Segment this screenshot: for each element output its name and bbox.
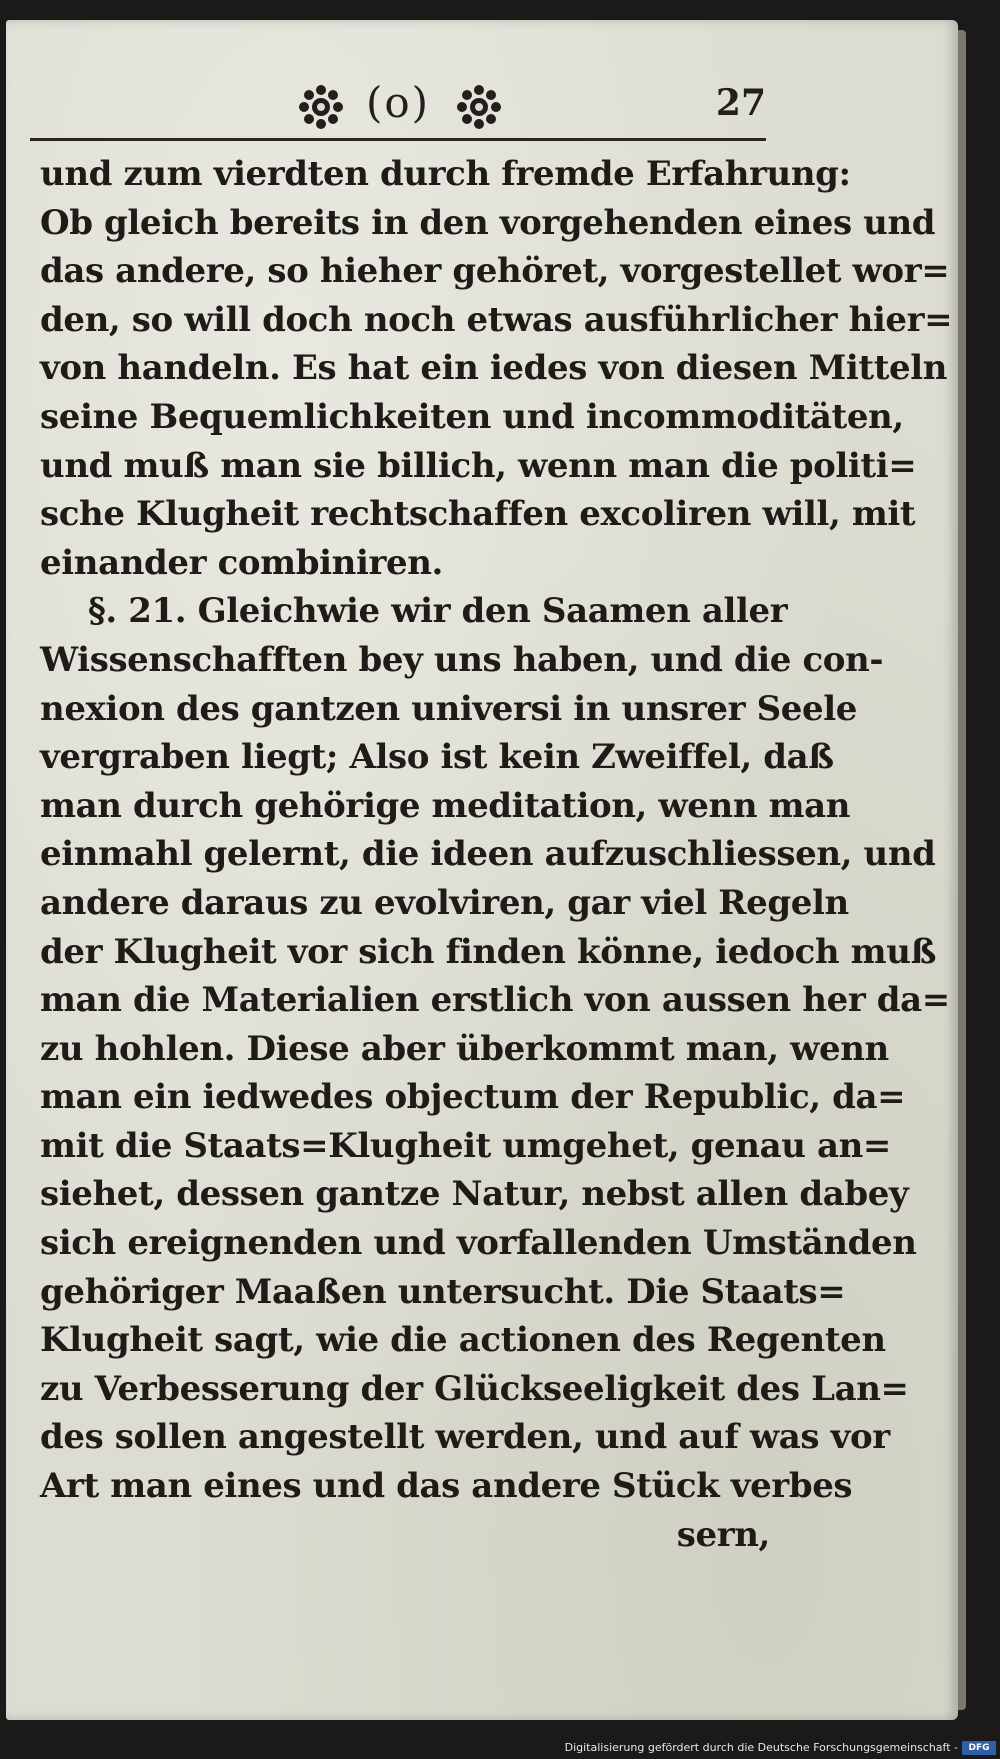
text-line: gehöriger Maaßen untersucht. Die Staats=: [40, 1271, 846, 1312]
catchword: sern,: [676, 1514, 770, 1555]
page-number: 27: [715, 82, 766, 124]
text-line: vergraben liegt; Also ist kein Zweiffel, daß: [40, 737, 834, 778]
page-edge: [958, 30, 966, 1710]
rosette-ornament-icon: [298, 84, 344, 130]
text-line: Klugheit sagt, wie die actionen des Regenten: [40, 1320, 886, 1361]
signature-marker: (o): [366, 78, 431, 127]
text-line: Art man eines und das andere Stück verbes: [40, 1466, 853, 1507]
dfg-logo[interactable]: DFG: [962, 1741, 996, 1755]
text-line: Ob gleich bereits in den vorgehenden eines und: [40, 202, 936, 243]
text-line: man die Materialien erstlich von aussen her da=: [40, 980, 950, 1021]
text-line: sche Klugheit rechtschaffen excoliren will, mit: [40, 494, 916, 535]
text-line: man ein iedwedes objectum der Republic, da=: [40, 1077, 906, 1118]
footer-credit: Digitalisierung gefördert durch die Deutsche Forschungsgemeinschaft -: [564, 1741, 958, 1754]
text-line: einander combiniren.: [40, 542, 443, 583]
paragraph-start-line: §. 21. Gleichwie wir den Saamen aller: [88, 591, 788, 632]
text-line: andere daraus zu evolviren, gar viel Regeln: [40, 882, 849, 923]
text-line: zu Verbesserung der Glückseeligkeit des Lan=: [40, 1368, 909, 1409]
text-line: der Klugheit vor sich finden könne, iedoch muß: [40, 931, 937, 972]
text-line: des sollen angestellt werden, und auf was vor: [40, 1417, 890, 1458]
text-line: das andere, so hieher gehöret, vorgestellet wor=: [40, 251, 950, 292]
body-text: [40, 150, 953, 1559]
digitization-footer: [0, 1738, 1000, 1759]
text-line: von handeln. Es hat ein iedes von diesen Mitteln: [40, 348, 948, 389]
text-line: zu hohlen. Diese aber überkommt man, wenn: [40, 1028, 889, 1069]
text-line: und zum vierdten durch fremde Erfahrung:: [40, 154, 851, 194]
text-line: man durch gehörige meditation, wenn man: [40, 785, 851, 826]
text-line: siehet, dessen gantze Natur, nebst allen dabey: [40, 1174, 909, 1215]
page-header: [30, 78, 766, 141]
text-line: sich ereignenden und vorfallenden Umständen: [40, 1223, 917, 1264]
text-line: Wissenschafften bey uns haben, und die con-: [40, 639, 884, 680]
text-line: und muß man sie billich, wenn man die politi=: [40, 445, 917, 486]
text-line: den, so will doch noch etwas ausführlicher hier=: [40, 299, 953, 340]
text-line: einmahl gelernt, die ideen aufzuschliessen, und: [40, 834, 936, 875]
text-line: nexion des gantzen universi in unsrer Seele: [40, 688, 857, 729]
text-line: seine Bequemlichkeiten und incommoditäten,: [40, 396, 904, 437]
rosette-ornament-icon: [456, 84, 502, 130]
text-line: mit die Staats=Klugheit umgehet, genau an=: [40, 1125, 891, 1166]
